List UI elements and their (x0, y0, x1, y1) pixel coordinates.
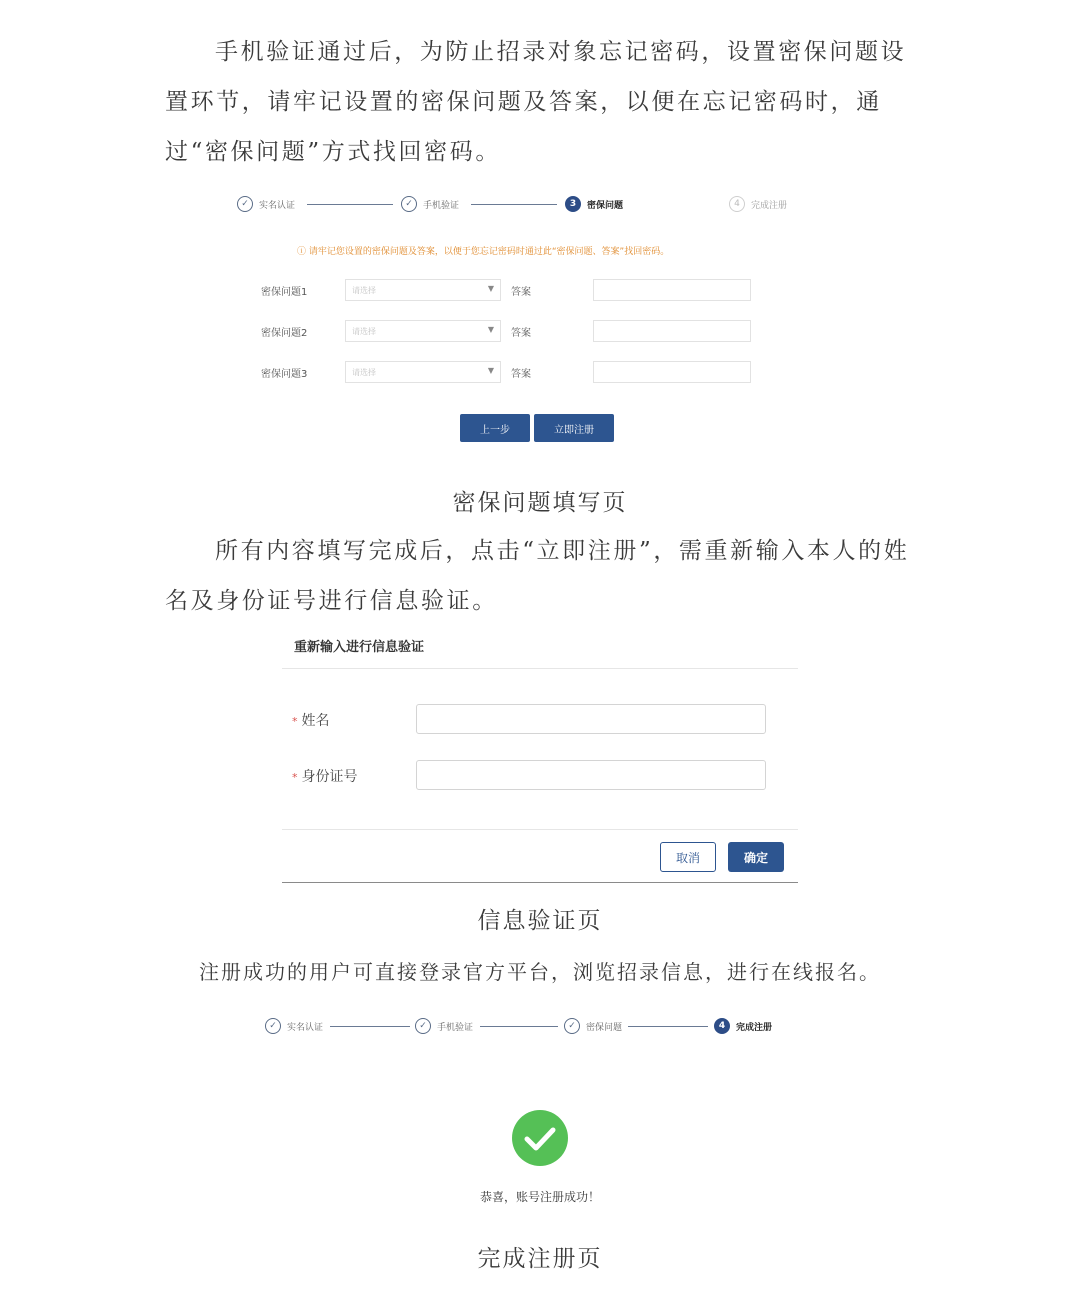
divider (282, 668, 798, 669)
caret-down-icon: ▼ (487, 284, 494, 293)
step-label: 手机验证 (423, 200, 460, 211)
question-label: 密保问题2 (261, 328, 308, 339)
answer-input[interactable] (593, 320, 751, 342)
step-label: 完成注册 (751, 200, 788, 211)
step-complete (714, 1018, 772, 1034)
intro-paragraph-complete: 注册成功的用户可直接登录官方平台，浏览招录信息，进行在线报名。 (199, 960, 881, 984)
question-label: 密保问题3 (261, 369, 308, 380)
step-label: 密保问题 (586, 1022, 623, 1033)
question-select[interactable]: 请选择 ▼ (345, 320, 501, 342)
step-number-icon: 4 (729, 196, 745, 212)
step-real-name (265, 1018, 323, 1034)
caption-security-page: 密保问题填写页 (452, 490, 628, 516)
registration-complete-page (162, 996, 918, 1222)
step-label: 手机验证 (437, 1022, 474, 1033)
dialog-title: 重新输入进行信息验证 (294, 640, 425, 655)
id-number-field-row (292, 760, 772, 790)
step-connector (480, 1026, 558, 1027)
step-label: 密保问题 (587, 200, 624, 211)
question-select[interactable]: 请选择 ▼ (345, 361, 501, 383)
step-label: 实名认证 (259, 200, 296, 211)
intro-paragraph-verify: 所有内容填写完成后，点击“立即注册”，需重新输入本人的姓名及身份证号进行信息验证。 (165, 538, 910, 614)
check-icon: ✓ (564, 1018, 580, 1034)
name-input[interactable] (416, 704, 766, 734)
question-row-2 (261, 320, 761, 342)
required-mark: * (292, 715, 298, 728)
answer-input[interactable] (593, 279, 751, 301)
answer-label: 答案 (511, 287, 531, 298)
warning-circle-icon: ⓘ (297, 247, 307, 257)
divider (282, 829, 798, 830)
check-icon: ✓ (237, 196, 253, 212)
name-label: 姓名 (301, 713, 330, 729)
verify-dialog (280, 626, 800, 886)
check-icon: ✓ (265, 1018, 281, 1034)
register-now-button[interactable]: 立即注册 (534, 414, 614, 442)
registration-steps (162, 1018, 918, 1048)
question-row-3 (261, 361, 761, 383)
step-security-question (564, 1018, 622, 1034)
question-select[interactable]: 请选择 ▼ (345, 279, 501, 301)
step-phone (401, 196, 459, 212)
step-connector (330, 1026, 410, 1027)
caret-down-icon: ▼ (487, 366, 494, 375)
step-connector (471, 204, 557, 205)
id-number-label: 身份证号 (301, 769, 358, 785)
step-complete (729, 196, 787, 212)
step-security-question (565, 196, 623, 212)
answer-label: 答案 (511, 328, 531, 339)
step-label: 实名认证 (287, 1022, 324, 1033)
question-row-1 (261, 279, 761, 301)
caption-complete-page: 完成注册页 (477, 1246, 603, 1272)
prev-step-button[interactable]: 上一步 (460, 414, 530, 442)
name-field-row (292, 704, 772, 734)
answer-input[interactable] (593, 361, 751, 383)
step-connector (307, 204, 393, 205)
step-label: 完成注册 (736, 1022, 773, 1033)
bottom-border (282, 882, 798, 883)
cancel-button[interactable]: 取消 (660, 842, 716, 872)
step-connector (628, 1026, 708, 1027)
check-circle-icon (512, 1110, 568, 1166)
confirm-button[interactable]: 确定 (728, 842, 784, 872)
caption-verify-page: 信息验证页 (477, 908, 603, 934)
step-number-icon: 4 (714, 1018, 730, 1034)
registration-steps (195, 196, 835, 226)
question-label: 密保问题1 (261, 287, 308, 298)
required-mark: * (292, 771, 298, 784)
intro-paragraph-security: 手机验证通过后，为防止招录对象忘记密码，设置密保问题设置环节，请牢记设置的密保问题及答案，以便在忘记密码时，通过“密保问题”方式找回密码。 (165, 39, 907, 165)
caret-down-icon: ▼ (487, 325, 494, 334)
check-icon: ✓ (401, 196, 417, 212)
step-number-icon: 3 (565, 196, 581, 212)
security-question-form (195, 186, 835, 454)
warning-message: ⓘ 请牢记您设置的密保问题及答案，以便于您忘记密码时通过此“密保问题、答案”找回密码。 (297, 247, 670, 257)
success-message: 恭喜，账号注册成功！ (479, 1190, 600, 1204)
check-icon: ✓ (415, 1018, 431, 1034)
step-phone (415, 1018, 473, 1034)
step-real-name (237, 196, 295, 212)
id-number-input[interactable] (416, 760, 766, 790)
answer-label: 答案 (511, 369, 531, 380)
